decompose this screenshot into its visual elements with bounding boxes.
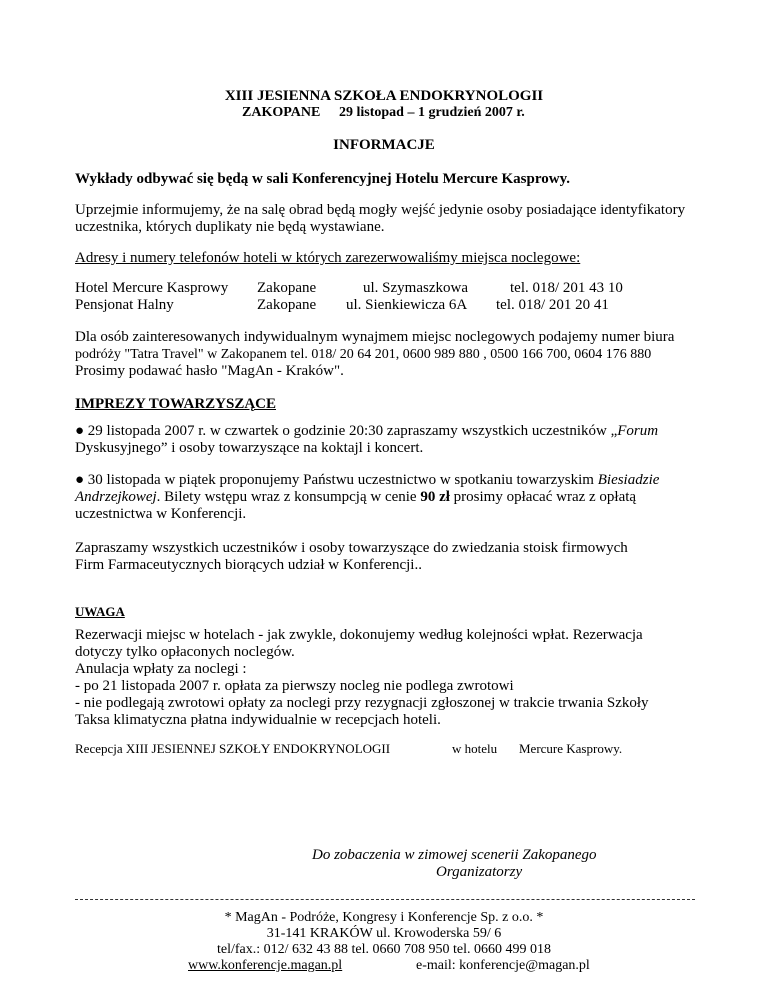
hotels-heading: Adresy i numery telefonów hoteli w których zarezerwowaliśmy miejsca noclegowe: — [75, 250, 581, 266]
event-andrzejki-text: ● 30 listopada w piątek proponujemy Państwu uczestnictwo w spotkaniu towarzyskim — [75, 472, 598, 488]
closing-greeting: Do zobaczenia w zimowej scenerii Zakopanego — [312, 847, 597, 863]
event-andrzejki-text: . Bilety wstępu wraz z konsumpcją w cenie — [156, 489, 421, 505]
footer-company: * MagAn - Podróże, Kongresy i Konferencje Sp. z o.o. * — [224, 910, 544, 925]
notice-line: Rezerwacji miejsc w hotelach - jak zwykle, dokonujemy według kolejności wpłat. Rezerwacja — [75, 627, 643, 643]
notice-line: Taksa klimatyczna płatna indywidualnie w recepcjach hoteli. — [75, 712, 441, 728]
hotel-phone: tel. 018/ 201 20 41 — [496, 297, 609, 313]
event-andrzejki-name: Biesiadzie — [597, 472, 660, 488]
hotel-city: Zakopane — [257, 280, 317, 296]
footer-phones: tel/fax.: 012/ 632 43 88 tel. 0660 708 950 tel. 0660 499 018 — [216, 942, 552, 957]
travel-agency-paragraph — [75, 329, 703, 380]
document-title: XIII JESIENNA SZKOŁA ENDOKRYNOLOGII — [224, 88, 544, 104]
invite-line: Zapraszamy wszystkich uczestników i osoby towarzyszące do zwiedzania stoisk firmowych — [75, 540, 628, 556]
event-andrzejki-text: prosimy opłacać wraz z opłatą — [449, 489, 637, 505]
hotel-name: Pensjonat Halny — [75, 297, 174, 313]
event-andrzejki-text: uczestnictwa w Konferencji. — [75, 506, 247, 522]
travel-line: podróży "Tatra Travel" w Zakopanem tel. 018/ 20 64 201, 0600 989 880 , 0500 166 700, 0604 176 880 — [75, 347, 652, 362]
hotel-city: Zakopane — [257, 297, 317, 313]
reception-hotel: Mercure Kasprowy. — [519, 741, 623, 756]
invite-line: Firm Farmaceutycznych biorących udział w Konferencji.. — [75, 557, 422, 573]
event-forum-text: Dyskusyjnego” i osoby towarzyszące na koktajl i koncert. — [75, 440, 424, 456]
hotel-phone: tel. 018/ 201 43 10 — [510, 280, 623, 296]
event-forum-name: Forum — [617, 423, 659, 439]
footer-divider — [75, 899, 695, 900]
events-heading: IMPREZY TOWARZYSZĄCE — [75, 396, 277, 412]
ticket-price: 90 zł — [420, 489, 450, 505]
notice-heading: UWAGA — [75, 604, 125, 619]
exhibition-invite — [75, 540, 703, 574]
event-forum — [75, 423, 703, 457]
notice-line: - nie podlegają zwrotowi opłaty za noclegi przy rezygnacji zgłoszonej w trakcie trwania Szkoły — [75, 695, 649, 711]
footer-address: 31-141 KRAKÓW ul. Krowoderska 59/ 6 — [266, 926, 502, 941]
hotel-name: Hotel Mercure Kasprowy — [75, 280, 229, 296]
travel-line: Prosimy podawać hasło "MagAn - Kraków". — [75, 363, 344, 379]
notice-line: - po 21 listopada 2007 r. opłata za pierwszy nocleg nie podlega zwrotowi — [75, 678, 514, 694]
notice-line: Anulacja wpłaty za noclegi : — [75, 661, 247, 677]
reception-info: Recepcja XIII JESIENNEJ SZKOŁY ENDOKRYNOLOGII — [75, 741, 391, 756]
badges-line: uczestnika, których duplikaty nie będą wystawiane. — [75, 219, 385, 235]
event-andrzejki-name: Andrzejkowej — [75, 489, 157, 505]
event-forum-text: ● 29 listopada 2007 r. w czwartek o godzinie 20:30 zapraszamy wszystkich uczestników „ — [75, 423, 618, 439]
badges-line: Uprzejmie informujemy, że na salę obrad będą mogły wejść jedynie osoby posiadające identyfikatory — [75, 202, 686, 218]
hotel-street: ul. Szymaszkowa — [363, 280, 468, 296]
notice-line: dotyczy tylko opłaconych noclegów. — [75, 644, 295, 660]
info-heading: INFORMACJE — [333, 137, 435, 153]
event-andrzejki — [75, 472, 703, 523]
closing-signature: Organizatorzy — [436, 864, 523, 880]
travel-line: Dla osób zainteresowanych indywidualnym wynajmem miejsc noclegowych podajemy numer biura — [75, 329, 675, 345]
reception-info: w hotelu — [452, 741, 498, 756]
lectures-info: Wykłady odbywać się będą w sali Konferencyjnej Hotelu Mercure Kasprowy. — [75, 171, 570, 187]
hotel-street: ul. Sienkiewicza 6A — [346, 297, 468, 313]
website-link[interactable]: www.konferencje.magan.pl — [188, 958, 343, 973]
badges-paragraph — [75, 202, 703, 236]
notice-paragraph — [75, 627, 703, 729]
event-location: ZAKOPANE — [242, 105, 321, 120]
footer-email[interactable]: e-mail: konferencje@magan.pl — [416, 958, 590, 973]
event-dates: 29 listopad – 1 grudzień 2007 r. — [339, 105, 525, 120]
